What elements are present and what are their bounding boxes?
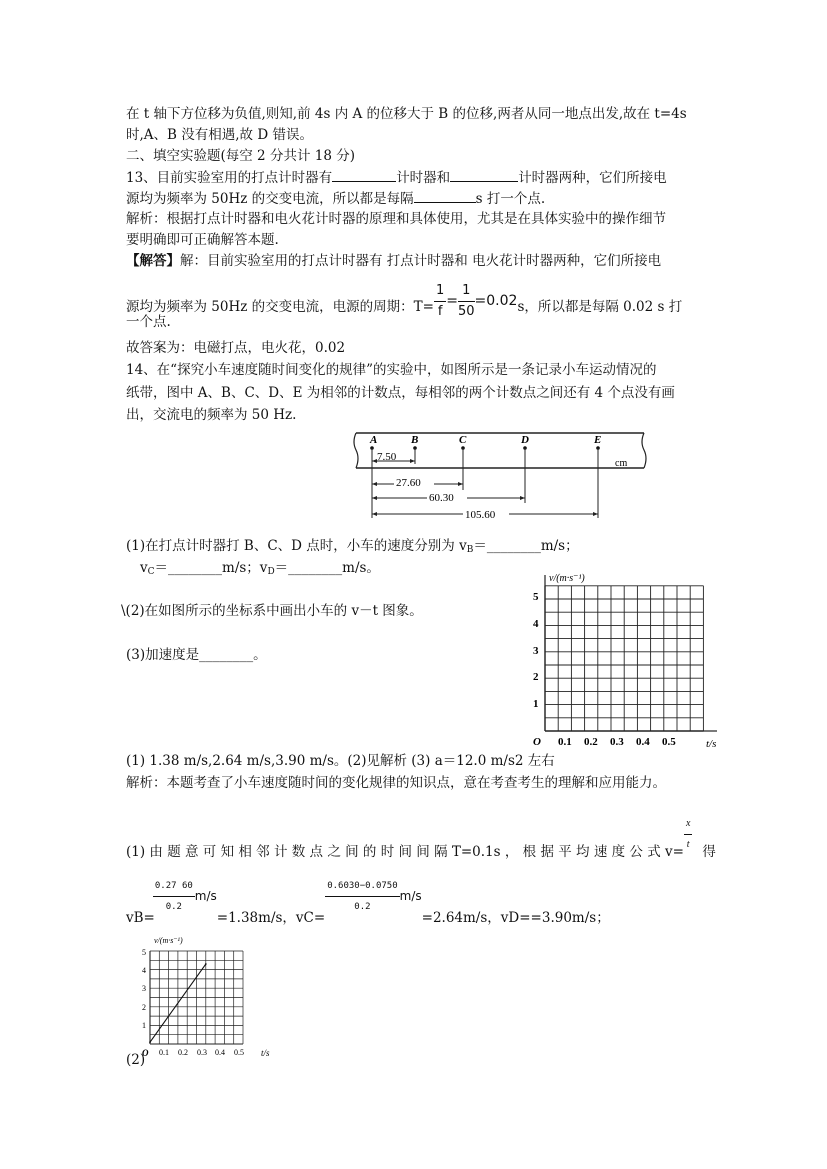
- vc-den: 0.2: [354, 902, 371, 912]
- grid-ytick-4: 4: [533, 618, 539, 630]
- chart-ytick-4: 4: [142, 966, 146, 975]
- vb-num: 0.27 60: [153, 876, 195, 897]
- calc-line-1: [126, 818, 716, 873]
- grid-ytick-3: 3: [533, 645, 539, 657]
- f-eq: =: [446, 293, 458, 309]
- grid-xtick-4: 0.4: [636, 736, 650, 748]
- grid-ytick-5: 5: [533, 591, 539, 603]
- question-13-line-2: [126, 188, 545, 209]
- q13-text-c: 计时器两种，它们所接电: [518, 170, 667, 186]
- f-num-1: 1: [434, 281, 446, 302]
- period-formula: [434, 281, 517, 322]
- vc-unit: m/s: [399, 889, 422, 903]
- sub-D: D: [267, 567, 275, 577]
- tape-label-D: D: [521, 434, 529, 446]
- tape-label-A: A: [370, 434, 378, 446]
- answer-14: (1) 1.38 m/s,2.64 m/s,3.90 m/s。(2)见解析 (3) a＝12.0 m/s2 左右: [126, 753, 555, 769]
- vt-series-point-0-0: [149, 1041, 151, 1043]
- analysis-13-line-2: 要明确即可正确解答本题.: [126, 232, 279, 248]
- q13-text-e: s 打一个点.: [475, 191, 546, 207]
- grid-xlabel: t/s: [706, 738, 717, 750]
- part-1-line-1: [126, 536, 579, 560]
- chart-origin: O: [142, 1048, 149, 1058]
- text-line-2: 时,A、B 没有相遇,故 D 错误。: [126, 127, 313, 143]
- tape-point-C: [459, 434, 467, 450]
- section-heading: 二、填空实验题(每空 2 分共计 18 分): [126, 148, 355, 164]
- part-2-question: \(2)在如图所示的坐标系中画出小车的 v－t 图象。: [121, 603, 423, 619]
- calc1-text: (1) 由 题 意 可 知 相 邻 计 数 点 之 间 的 时 间 间 隔 T=0.1s ， 根 据 平 均 速 度 公 式 v=: [126, 844, 684, 860]
- q13-text-d: 源均为频率为 50Hz 的交变电流，所以都是每隔: [126, 191, 414, 207]
- grid-xtick-3: 0.3: [610, 736, 624, 748]
- vt-series-point-0-1: [205, 963, 207, 965]
- p1-text-d: ＝________m/s；v: [154, 560, 268, 576]
- q13-blank-1[interactable]: [332, 167, 396, 182]
- solution-text: 解：目前实验室用的打点计时器有 打点计时器和 电火花计时器两种，它们所接电: [180, 253, 662, 269]
- f-den-f: f: [437, 304, 443, 319]
- part-3-question: (3)加速度是________。: [126, 647, 267, 663]
- q13-text-a: 13、目前实验室用的打点计时器有: [126, 170, 333, 186]
- grid-ytick-1: 1: [533, 698, 539, 710]
- paper-tape-figure: [350, 428, 650, 528]
- distance-AE-label: 105.60: [465, 509, 496, 521]
- chart-xtick-1: 0.1: [159, 1048, 169, 1057]
- f-val: =0.02: [474, 293, 518, 309]
- p1-text-c: v: [140, 560, 148, 576]
- calc1-suffix: 得: [702, 844, 716, 860]
- solution-13-line-2: [126, 283, 683, 328]
- sol2-text-b: s，所以都是每隔 0.02 s 打: [517, 299, 683, 315]
- solution-13-line-3: 一个点.: [126, 314, 171, 330]
- tape-label-C: C: [459, 434, 467, 446]
- distance-AB: [372, 451, 415, 463]
- chart-ylabel: v/(m·s⁻¹): [154, 936, 183, 945]
- distance-AE: [372, 507, 598, 521]
- vc-num: 0.6030−0.0750: [325, 876, 399, 897]
- chart-ytick-2: 2: [142, 1003, 146, 1012]
- analysis-13-line-1: 解析：根据打点计时器和电火花计时器的原理和具体使用，尤其是在具体实验中的操作细节: [126, 211, 666, 227]
- chart-xtick-3: 0.3: [197, 1048, 207, 1057]
- tape-point-D: [520, 434, 529, 450]
- tape-label-B: B: [411, 434, 419, 446]
- q13-blank-2[interactable]: [450, 167, 518, 182]
- distance-AC-label: 27.60: [396, 477, 421, 489]
- chart-xtick-2: 0.2: [178, 1048, 188, 1057]
- grid-origin: O: [533, 736, 541, 748]
- p1-text-b: ＝________m/s；: [473, 538, 579, 554]
- tape-label-E: E: [594, 434, 602, 446]
- p1-text-a: (1)在打点计时器打 B、C、D 点时，小车的速度分别为 v: [126, 538, 467, 554]
- question-14-line-3: 出，交流电的频率为 50 Hz.: [126, 407, 297, 423]
- answer-13: 故答案为：电磁打点，电火花，0.02: [126, 340, 346, 356]
- vc-result: =2.64m/s，vD==3.90m/s；: [421, 910, 610, 926]
- sol2-text-a: 源均为频率为 50Hz 的交变电流，电源的周期：T=: [126, 299, 434, 315]
- vb-den: 0.2: [165, 902, 182, 912]
- question-14-line-2: 纸带，图中 A、B、C、D、E 为相邻的计数点，每相邻的两个计数点之间还有 4 个点没有画: [126, 385, 675, 401]
- question-13-line-1: [126, 167, 667, 188]
- tape-point-A: [369, 434, 377, 450]
- part-1-line-2: [140, 558, 380, 582]
- distance-AD-label: 60.30: [429, 492, 454, 504]
- vb-formula: [153, 876, 217, 917]
- distance-AB-label: 7.50: [377, 451, 397, 463]
- vb-unit: m/s: [194, 889, 217, 903]
- vb-label: vB=: [126, 910, 155, 926]
- f-num-2: 1: [458, 281, 475, 302]
- distance-AD: [372, 490, 525, 504]
- q13-blank-3[interactable]: [414, 188, 476, 203]
- tape-unit: cm: [615, 458, 628, 469]
- sub-C: C: [147, 567, 155, 577]
- vb-result: =1.38m/s，vC=: [216, 910, 326, 926]
- empty-vt-grid: [525, 567, 725, 752]
- tape-point-E: [593, 434, 601, 450]
- grid-xtick-2: 0.2: [584, 736, 598, 748]
- vc-formula: [325, 876, 421, 917]
- chart-xlabel: t/s: [261, 1048, 270, 1058]
- f-den-50: 50: [457, 304, 475, 319]
- analysis-14: 解析：本题考查了小车速度随时间的变化规律的知识点，意在考查考生的理解和应用能力。: [126, 775, 666, 791]
- distance-AC: [372, 476, 463, 489]
- part-2-label: (2): [126, 1052, 146, 1068]
- q13-text-b: 计时器和: [396, 170, 451, 186]
- v-formula: [684, 814, 692, 855]
- chart-ytick-3: 3: [142, 984, 146, 993]
- chart-ytick-5: 5: [142, 948, 146, 957]
- tape-point-B: [410, 434, 418, 450]
- v-num-x: x: [684, 814, 692, 835]
- grid-xtick-5: 0.5: [662, 736, 676, 748]
- grid-ylabel: v/(m·s⁻¹): [549, 573, 585, 584]
- solution-tag: 【解答】: [126, 253, 180, 269]
- solution-13-line-1: [126, 251, 661, 271]
- grid-xtick-1: 0.1: [558, 736, 572, 748]
- grid-ytick-2: 2: [533, 671, 539, 683]
- chart-xtick-4: 0.4: [215, 1048, 225, 1057]
- question-14-line-1: 14、在“探究小车速度随时间变化的规律”的实验中，如图所示是一条记录小车运动情况的: [126, 362, 657, 378]
- p1-text-e: ＝________m/s。: [274, 560, 380, 576]
- sub-B: B: [466, 545, 474, 555]
- v-den-t: t: [686, 839, 690, 850]
- chart-ytick-1: 1: [142, 1021, 146, 1030]
- text-line-1: 在 t 轴下方位移为负值,则知,前 4s 内 A 的位移大于 B 的位移,两者从同一地点出发,故在 t=4s: [126, 106, 687, 122]
- chart-xtick-5: 0.5: [234, 1048, 244, 1057]
- answer-vt-chart: [128, 930, 278, 1060]
